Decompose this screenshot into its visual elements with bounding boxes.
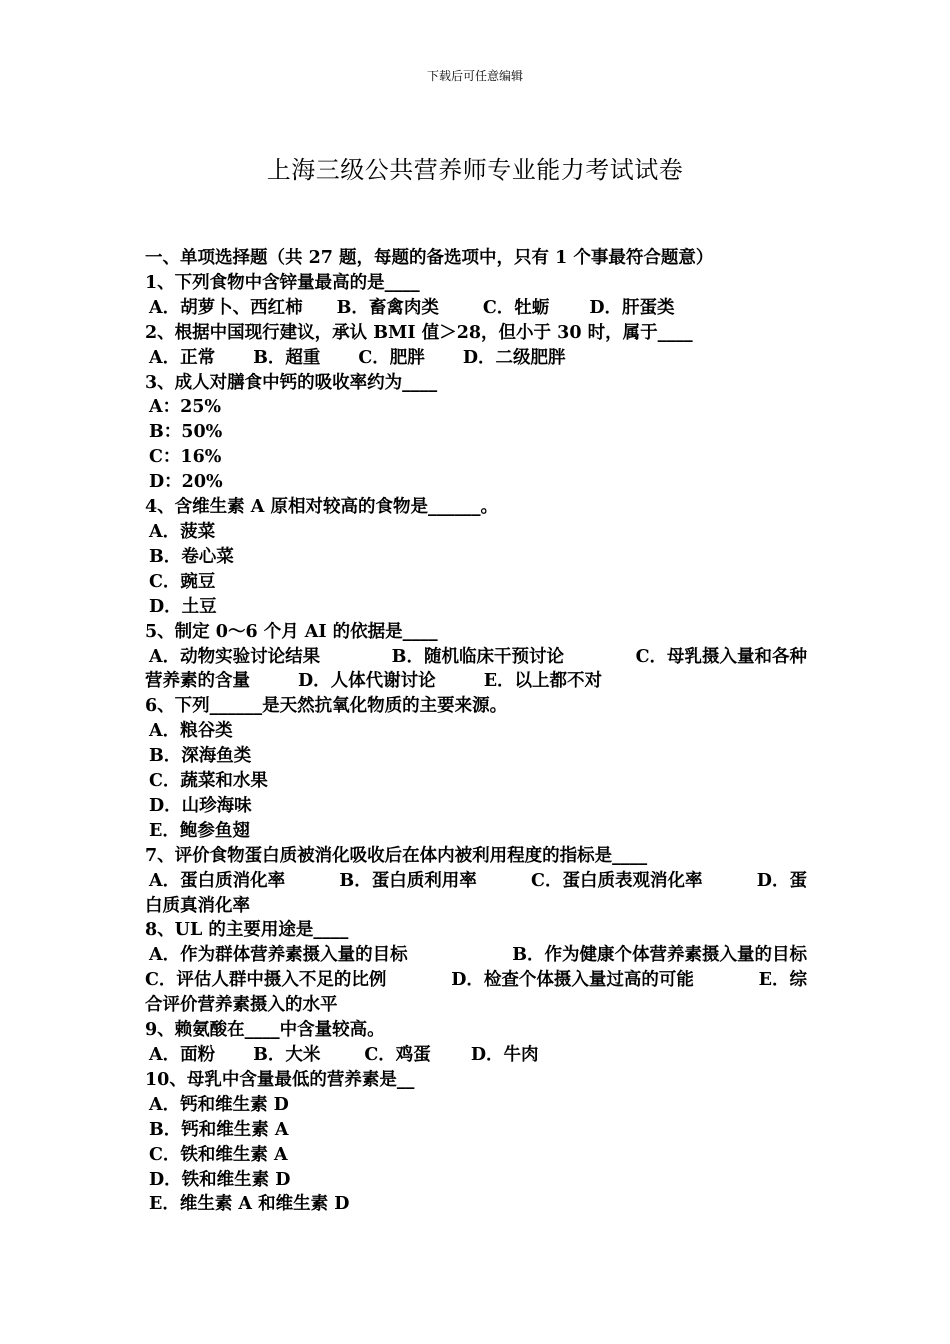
options-row [145, 645, 807, 670]
option-a: A．钙和维生素 D [149, 1094, 289, 1115]
option-d: D．牛肉 [470, 1045, 539, 1065]
option-d: D．土豆 [149, 596, 217, 617]
question-9: 9、赖氨酸在____中含量较高。 [145, 1020, 385, 1041]
page-title: 上海三级公共营养师专业能力考试试卷 [266, 156, 684, 184]
option-a: A．作为群体营养素摄入量的目标 [149, 945, 408, 966]
options-row [145, 968, 807, 993]
option-b: B：50% [149, 422, 223, 443]
section-heading: 一、单项选择题（共 27 题，每题的备选项中，只有 1 个事最符合题意） [145, 248, 714, 268]
option-d-continued: 白质真消化率 [145, 895, 250, 916]
option-c: C：16% [149, 447, 222, 468]
option-c: C．母乳摄入量和各种 [635, 646, 807, 667]
option-b: B．超重 [253, 347, 321, 368]
option-d: D．二级肥胖 [462, 347, 566, 368]
option-c: C．蔬菜和水果 [149, 771, 268, 792]
question-1: 1、下列食物中含锌量最高的是____ [145, 272, 420, 293]
option-d: D．蛋 [756, 870, 807, 891]
option-e-continued: 合评价营养素摄入的水平 [145, 995, 338, 1016]
options-row [145, 296, 807, 321]
option-e: E．维生素 A 和维生素 D [149, 1194, 350, 1215]
option-d: D：20% [149, 472, 223, 493]
option-b: B．作为健康个体营养素摄入量的目标 [512, 945, 807, 966]
option-c: C．蛋白质表观消化率 [531, 870, 703, 891]
option-c: C．豌豆 [149, 571, 216, 592]
question-5: 5、制定 0～6 个月 AI 的依据是____ [145, 621, 438, 642]
options-row [145, 346, 807, 371]
option-d: D．检查个体摄入量过高的可能 [451, 970, 694, 991]
question-6: 6、下列______是天然抗氧化物质的主要来源。 [145, 696, 508, 717]
option-a: A．胡萝卜、西红柿 [149, 297, 303, 318]
option-a: A．菠菜 [149, 521, 216, 542]
option-a: A：25% [149, 397, 222, 418]
question-8: 8、UL 的主要用途是____ [145, 920, 349, 941]
option-c-continued: 营养素的含量 [145, 671, 250, 692]
question-10: 10、母乳中含量最低的营养素是__ [145, 1069, 415, 1090]
question-3: 3、成人对膳食中钙的吸收率约为____ [145, 372, 438, 393]
option-c: C．鸡蛋 [364, 1045, 431, 1065]
option-b: B．钙和维生素 A [149, 1119, 289, 1140]
option-b: B．随机临床干预讨论 [391, 646, 564, 667]
option-a: A．面粉 [149, 1045, 216, 1065]
options-row [145, 669, 807, 694]
option-a: A．正常 [149, 347, 216, 368]
option-b: B．畜禽肉类 [336, 297, 439, 318]
question-2: 2、根据中国现行建议，承认 BMI 值＞28，但小于 30 时，属于____ [145, 322, 693, 343]
option-d: D．肝蛋类 [589, 297, 675, 318]
options-row [145, 1043, 807, 1068]
options-row [145, 869, 807, 894]
option-b: B．卷心菜 [149, 546, 234, 567]
option-c: C．牡蛎 [482, 297, 550, 318]
option-e: E．综 [758, 970, 807, 991]
option-c: C．评估人群中摄入不足的比例 [145, 970, 387, 991]
option-e: E．鲍参鱼翅 [149, 820, 250, 841]
option-a: A．粮谷类 [149, 721, 233, 742]
option-a: A．动物实验讨论结果 [149, 646, 321, 667]
question-4: 4、含维生素 A 原相对较高的食物是______。 [145, 497, 498, 518]
option-d: D．人体代谢讨论 [298, 671, 436, 692]
option-c: C．铁和维生素 A [149, 1144, 288, 1165]
option-d: D．山珍海味 [149, 795, 252, 816]
option-b: B．蛋白质利用率 [339, 870, 477, 891]
exam-content [145, 246, 807, 1217]
option-d: D．铁和维生素 D [149, 1169, 291, 1190]
question-7: 7、评价食物蛋白质被消化吸收后在体内被利用程度的指标是____ [145, 845, 648, 866]
option-b: B．大米 [253, 1045, 321, 1065]
option-c: C．肥胖 [358, 347, 425, 368]
option-a: A．蛋白质消化率 [149, 870, 286, 891]
page-header: 下载后可任意编辑 [426, 69, 523, 83]
option-b: B．深海鱼类 [149, 746, 252, 767]
option-e: E．以上都不对 [483, 671, 603, 692]
options-row [145, 943, 807, 968]
